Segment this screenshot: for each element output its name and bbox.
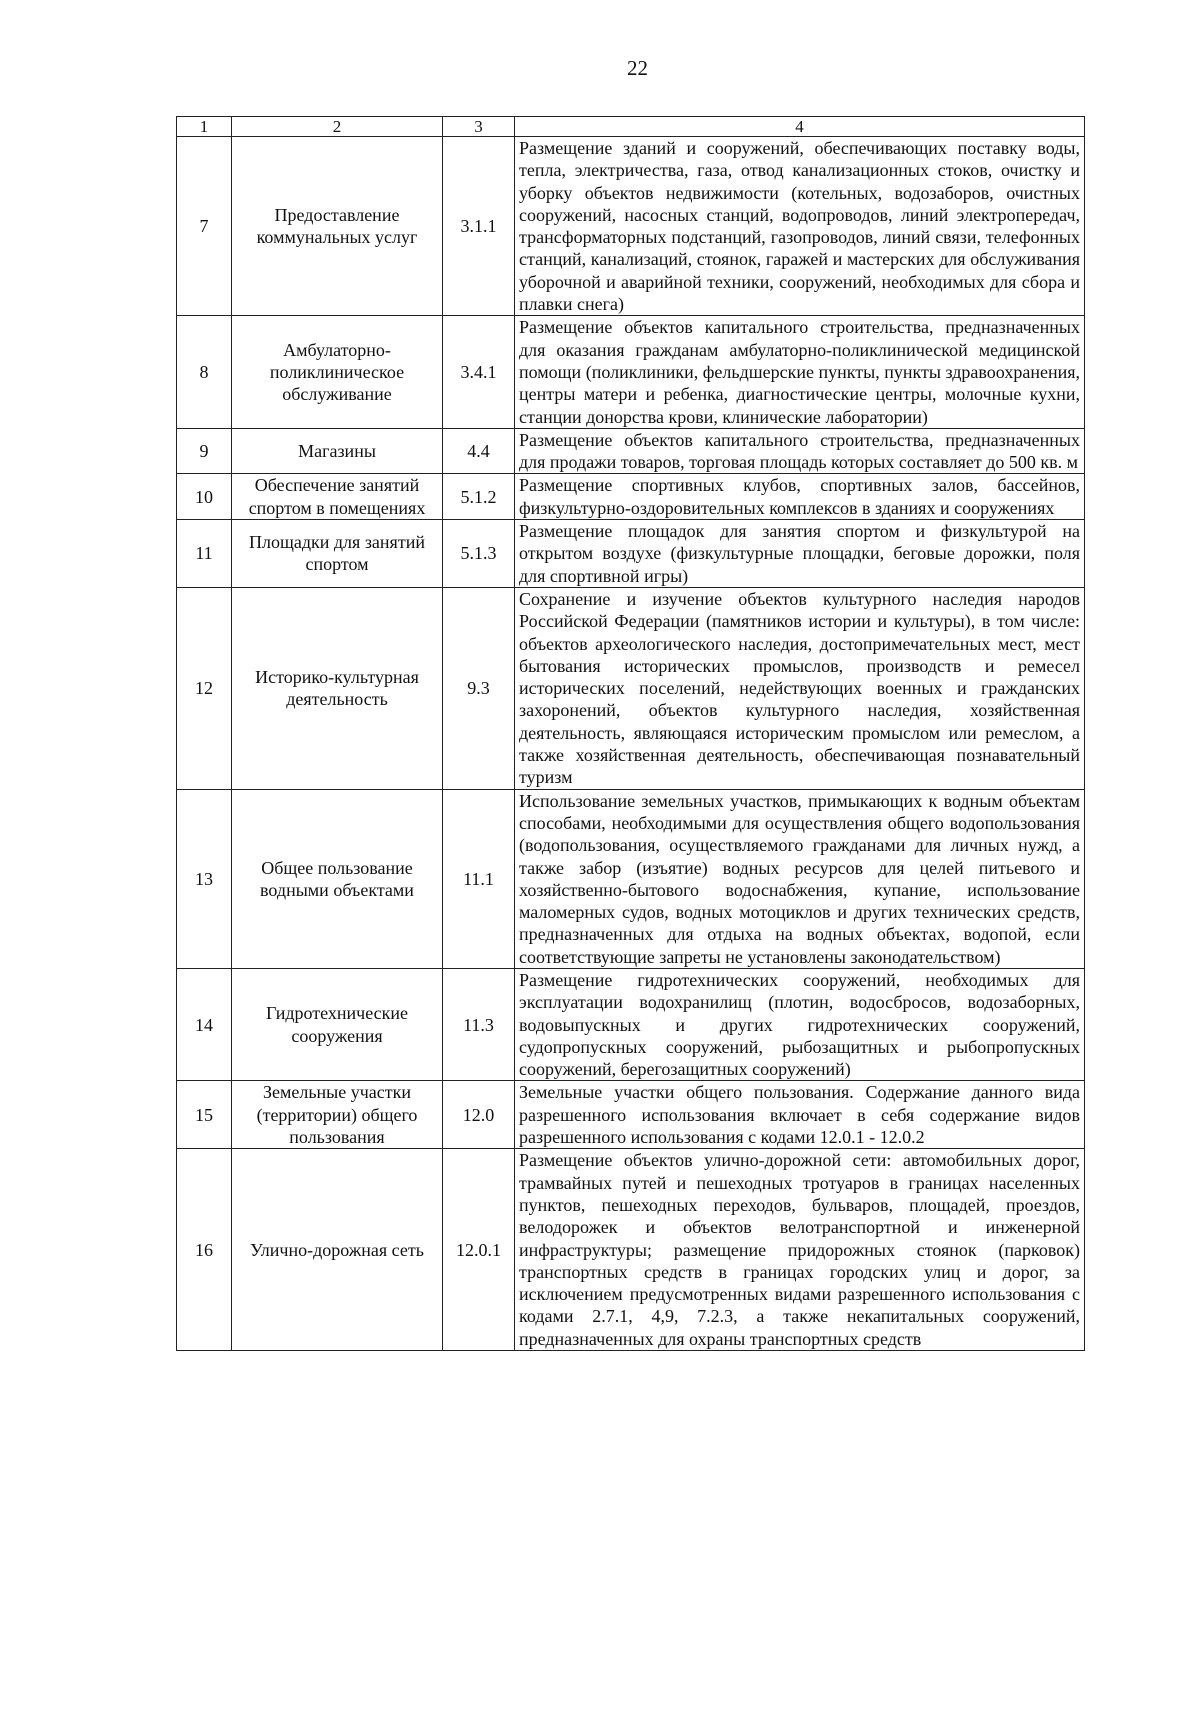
header-col-4: 4 [515,117,1085,137]
use-type-description: Размещение объектов улично-дорожной сети: автомобильных дорог, трамвайных путей и пешеходных тротуаров в границах населенных пунктов, пешеходных переходов, бульваров, площадей, проездов, велодорожек и объектов велотранспортной и инженерной инфраструктуры; размещение придорожных стоянок (парковок) транспортных средств в границах городских улиц и дорог, за исключением предусмотренных видами разрешенного использования с кодами 2.7.1, 4,9, 7.2.3, а также некапитальных сооружений, предназначенных для охраны транспортных средств [515,1149,1085,1351]
table-row [177,137,1085,316]
use-type-description: Размещение площадок для занятия спортом и физкультурой на открытом воздухе (физкультурные площадки, беговые дорожки, поля для спортивной игры) [515,520,1085,588]
use-type-code: 5.1.3 [443,520,515,588]
row-number: 7 [177,137,232,316]
use-type-description: Сохранение и изучение объектов культурного наследия народов Российской Федерации (памятников истории и культуры), в том числе: объектов археологического наследия, достопримечательных мест, мест бытования исторических промыслов, производств и ремесел исторических поселений, недействующих военных и гражданских захоронений, объектов культурного наследия, хозяйственная деятельность, являющаяся историческим промыслом или ремеслом, а также хозяйственная деятельность, обеспечивающая познавательный туризм [515,587,1085,789]
use-type-name: Земельные участки (территории) общего пользования [232,1081,443,1149]
use-type-code: 12.0 [443,1081,515,1149]
table-row [177,316,1085,428]
table-row [177,520,1085,588]
use-type-description: Размещение зданий и сооружений, обеспечивающих поставку воды, тепла, электричества, газа, отвод канализационных стоков, очистку и уборку объектов недвижимости (котельных, водозаборов, очистных сооружений, насосных станций, водопроводов, линий электропередач, трансформаторных подстанций, газопроводов, линий связи, телефонных станций, канализаций, стоянок, гаражей и мастерских для обслуживания уборочной и аварийной техники, сооружений, необходимых для сбора и плавки снега) [515,137,1085,316]
header-row [177,117,1085,137]
land-use-table [176,116,1085,1351]
use-type-code: 4.4 [443,428,515,474]
row-number: 11 [177,520,232,588]
header-col-2: 2 [232,117,443,137]
use-type-name: Улично-дорожная сеть [232,1149,443,1351]
use-type-code: 11.3 [443,968,515,1080]
use-type-code: 12.0.1 [443,1149,515,1351]
use-type-name: Магазины [232,428,443,474]
page-number: 22 [627,56,648,80]
use-type-code: 9.3 [443,587,515,789]
use-type-description: Размещение гидротехнических сооружений, необходимых для эксплуатации водохранилищ (плотин, водосбросов, водозаборных, водовыпускных и других гидротехнических сооружений, судопропускных сооружений, рыбозащитных и рыбопропускных сооружений, берегозащитных сооружений) [515,968,1085,1080]
row-number: 10 [177,474,232,520]
row-number: 15 [177,1081,232,1149]
use-type-name: Гидротехнические сооружения [232,968,443,1080]
use-type-name: Историко-культурная деятельность [232,587,443,789]
row-number: 14 [177,968,232,1080]
table-row [177,968,1085,1080]
use-type-code: 5.1.2 [443,474,515,520]
use-type-code: 11.1 [443,789,515,968]
use-type-name: Амбулаторно-поликлиническое обслуживание [232,316,443,428]
use-type-code: 3.1.1 [443,137,515,316]
row-number: 8 [177,316,232,428]
use-type-name: Предоставление коммунальных услуг [232,137,443,316]
use-type-code: 3.4.1 [443,316,515,428]
row-number: 12 [177,587,232,789]
table-row [177,1081,1085,1149]
table-row [177,1149,1085,1351]
table-row [177,587,1085,789]
table-row [177,474,1085,520]
header-col-3: 3 [443,117,515,137]
use-type-name: Общее пользование водными объектами [232,789,443,968]
header-col-1: 1 [177,117,232,137]
table-row [177,789,1085,968]
row-number: 13 [177,789,232,968]
use-type-name: Обеспечение занятий спортом в помещениях [232,474,443,520]
use-type-description: Размещение объектов капитального строительства, предназначенных для оказания гражданам амбулаторно-поликлинической медицинской помощи (поликлиники, фельдшерские пункты, пункты здравоохранения, центры матери и ребенка, диагностические центры, молочные кухни, станции донорства крови, клинические лаборатории) [515,316,1085,428]
use-type-description: Размещение спортивных клубов, спортивных залов, бассейнов, физкультурно-оздоровительных комплексов в зданиях и сооружениях [515,474,1085,520]
use-type-description: Использование земельных участков, примыкающих к водным объектам способами, необходимыми для осуществления общего водопользования (водопользования, осуществляемого гражданами для личных нужд, а также забор (изъятие) водных ресурсов для целей питьевого и хозяйственно-бытового водоснабжения, купание, использование маломерных судов, водных мотоциклов и других технических средств, предназначенных для отдыха на водных объектах, водопой, если соответствующие запреты не установлены законодательством) [515,789,1085,968]
row-number: 16 [177,1149,232,1351]
use-type-name: Площадки для занятий спортом [232,520,443,588]
table-row [177,428,1085,474]
row-number: 9 [177,428,232,474]
use-type-description: Земельные участки общего пользования. Содержание данного вида разрешенного использования включает в себя содержание видов разрешенного использования с кодами 12.0.1 - 12.0.2 [515,1081,1085,1149]
use-type-description: Размещение объектов капитального строительства, предназначенных для продажи товаров, торговая площадь которых составляет до 500 кв. м [515,428,1085,474]
